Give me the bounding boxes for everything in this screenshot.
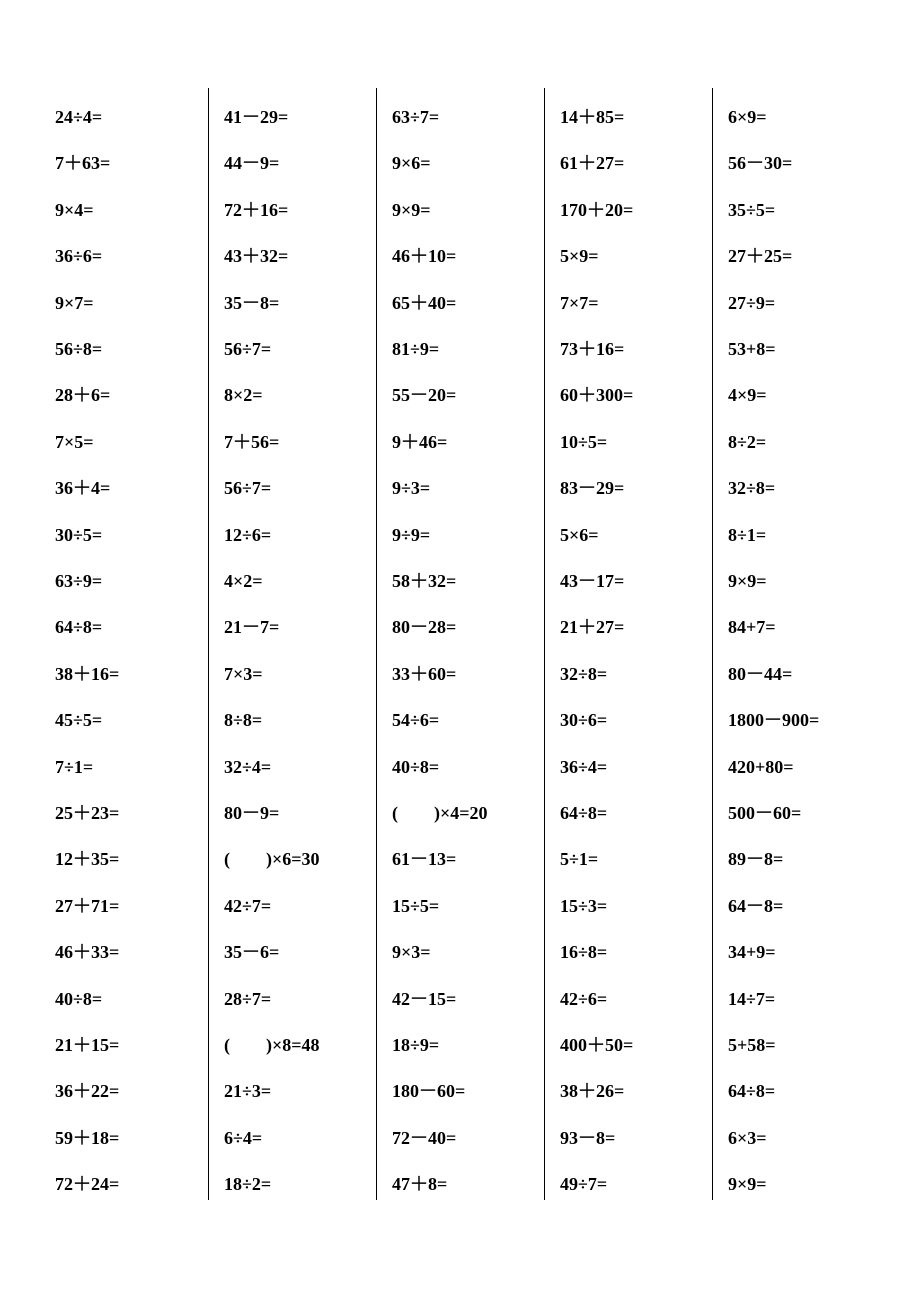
math-problem: 4×2= <box>224 571 263 591</box>
math-problem: 59＋18= <box>55 1127 120 1148</box>
math-problem: 56÷8= <box>55 339 103 359</box>
math-problem: 42÷6= <box>560 988 608 1009</box>
math-problem: 21＋15= <box>55 1035 120 1055</box>
math-problem: 72－40= <box>392 1127 457 1148</box>
math-problem: 81÷9= <box>392 339 440 359</box>
math-problem: 15÷3= <box>560 895 608 916</box>
math-problem: 21－7= <box>224 617 280 638</box>
math-problem: 27÷9= <box>728 292 776 313</box>
math-problem: 9÷9= <box>392 524 431 545</box>
math-problem: 9×9= <box>728 571 767 591</box>
math-problem: 18÷9= <box>392 1035 440 1055</box>
math-problem: 47＋8= <box>392 1174 448 1195</box>
math-problem: 40÷8= <box>392 756 440 777</box>
math-problem: 15÷5= <box>392 895 440 916</box>
math-problem: 36÷4= <box>560 756 608 777</box>
math-problem: 5÷1= <box>560 849 599 870</box>
math-problem: 9÷3= <box>392 478 431 499</box>
math-problem: 56÷7= <box>224 339 272 359</box>
math-problem: 38＋26= <box>560 1081 625 1102</box>
math-problem: 10÷5= <box>560 431 608 452</box>
math-problem: 400＋50= <box>560 1035 634 1055</box>
math-problem: 4×9= <box>728 385 767 406</box>
math-problem: 55－20= <box>392 385 457 406</box>
math-problem: 30÷5= <box>55 524 103 545</box>
problem-column <box>712 88 880 1200</box>
math-problem: 44－9= <box>224 153 280 174</box>
worksheet <box>40 88 880 1200</box>
math-problem: 7×3= <box>224 663 263 684</box>
math-problem: 33＋60= <box>392 663 457 684</box>
math-problem: 40÷8= <box>55 988 103 1009</box>
math-problem: 12÷6= <box>224 524 272 545</box>
math-problem: 93－8= <box>560 1127 616 1148</box>
math-problem: 64÷8= <box>560 803 608 823</box>
math-problem: 28÷7= <box>224 988 272 1009</box>
math-problem: 35－8= <box>224 292 280 313</box>
math-problem: 72＋16= <box>224 199 289 220</box>
math-problem: 9＋46= <box>392 431 448 452</box>
math-problem: 84+7= <box>728 617 776 638</box>
math-problem: 61＋27= <box>560 153 625 174</box>
math-problem: 14＋85= <box>560 107 625 127</box>
math-problem: 500－60= <box>728 803 802 823</box>
math-problem: 35－6= <box>224 942 280 963</box>
math-problem: 21÷3= <box>224 1081 272 1102</box>
math-problem: 7÷1= <box>55 756 94 777</box>
math-problem: 18÷2= <box>224 1174 272 1195</box>
math-problem: 73＋16= <box>560 339 625 359</box>
math-problem: 58＋32= <box>392 571 457 591</box>
math-problem: 80－44= <box>728 663 793 684</box>
math-problem: 35÷5= <box>728 199 776 220</box>
math-problem: 46＋10= <box>392 246 457 267</box>
math-problem: 61－13= <box>392 849 457 870</box>
math-problem: 8÷8= <box>224 710 263 731</box>
math-problem: 420+80= <box>728 756 794 777</box>
math-problem: 63÷9= <box>55 571 103 591</box>
math-problem: 6÷4= <box>224 1127 263 1148</box>
math-problem: 49÷7= <box>560 1174 608 1195</box>
math-problem: 16÷8= <box>560 942 608 963</box>
problem-column <box>544 88 712 1200</box>
math-problem: 64－8= <box>728 895 784 916</box>
math-problem: 36＋22= <box>55 1081 120 1102</box>
math-problem: 30÷6= <box>560 710 608 731</box>
math-problem: 21＋27= <box>560 617 625 638</box>
math-problem: 34+9= <box>728 942 776 963</box>
math-problem: 9×9= <box>728 1174 767 1195</box>
math-problem: 42－15= <box>392 988 457 1009</box>
math-problem: 46＋33= <box>55 942 120 963</box>
math-problem: 170＋20= <box>560 199 634 220</box>
math-problem: 45÷5= <box>55 710 103 731</box>
math-problem: 32÷8= <box>560 663 608 684</box>
math-problem: 36÷6= <box>55 246 103 267</box>
problem-column <box>376 88 544 1200</box>
problem-column <box>208 88 376 1200</box>
math-problem: 5+58= <box>728 1035 776 1055</box>
math-problem: 14÷7= <box>728 988 776 1009</box>
math-problem: 8÷2= <box>728 431 767 452</box>
math-problem: 28＋6= <box>55 385 111 406</box>
math-problem: 25＋23= <box>55 803 120 823</box>
math-problem: 6×3= <box>728 1127 767 1148</box>
math-problem: 1800－900= <box>728 710 820 731</box>
math-problem: 27＋25= <box>728 246 793 267</box>
math-problem: 12＋35= <box>55 849 120 870</box>
math-problem: 43－17= <box>560 571 625 591</box>
math-problem: 64÷8= <box>55 617 103 638</box>
math-problem: 7＋56= <box>224 431 280 452</box>
math-problem: 24÷4= <box>55 107 103 127</box>
math-problem: 80－28= <box>392 617 457 638</box>
math-problem: ( )×6=30 <box>224 849 320 870</box>
math-problem: 5×6= <box>560 524 599 545</box>
math-problem: 42÷7= <box>224 895 272 916</box>
math-problem: ( )×4=20 <box>392 803 488 823</box>
math-problem: 5×9= <box>560 246 599 267</box>
math-problem: 9×3= <box>392 942 431 963</box>
math-problem: 6×9= <box>728 107 767 127</box>
math-problem: 64÷8= <box>728 1081 776 1102</box>
math-problem: 9×7= <box>55 292 94 313</box>
math-problem: 60＋300= <box>560 385 634 406</box>
math-problem: 43＋32= <box>224 246 289 267</box>
math-problem: 7×7= <box>560 292 599 313</box>
math-problem: 63÷7= <box>392 107 440 127</box>
math-problem: 7＋63= <box>55 153 111 174</box>
math-problem: 36＋4= <box>55 478 111 499</box>
math-problem: 56÷7= <box>224 478 272 499</box>
math-problem: 8×2= <box>224 385 263 406</box>
math-problem: 54÷6= <box>392 710 440 731</box>
problem-column <box>40 88 208 1200</box>
math-problem: 8÷1= <box>728 524 767 545</box>
math-problem: 72＋24= <box>55 1174 120 1195</box>
math-problem: 9×6= <box>392 153 431 174</box>
math-problem: 38＋16= <box>55 663 120 684</box>
math-problem: 80－9= <box>224 803 280 823</box>
math-problem: 7×5= <box>55 431 94 452</box>
math-problem: ( )×8=48 <box>224 1035 320 1055</box>
math-problem: 65＋40= <box>392 292 457 313</box>
math-problem: 27＋71= <box>55 895 120 916</box>
math-problem: 9×4= <box>55 199 94 220</box>
math-problem: 41－29= <box>224 107 289 127</box>
math-problem: 89－8= <box>728 849 784 870</box>
math-problem: 32÷4= <box>224 756 272 777</box>
math-problem: 56－30= <box>728 153 793 174</box>
math-problem: 180－60= <box>392 1081 466 1102</box>
math-problem: 32÷8= <box>728 478 776 499</box>
math-problem: 53+8= <box>728 339 776 359</box>
math-problem: 83－29= <box>560 478 625 499</box>
math-problem: 9×9= <box>392 199 431 220</box>
